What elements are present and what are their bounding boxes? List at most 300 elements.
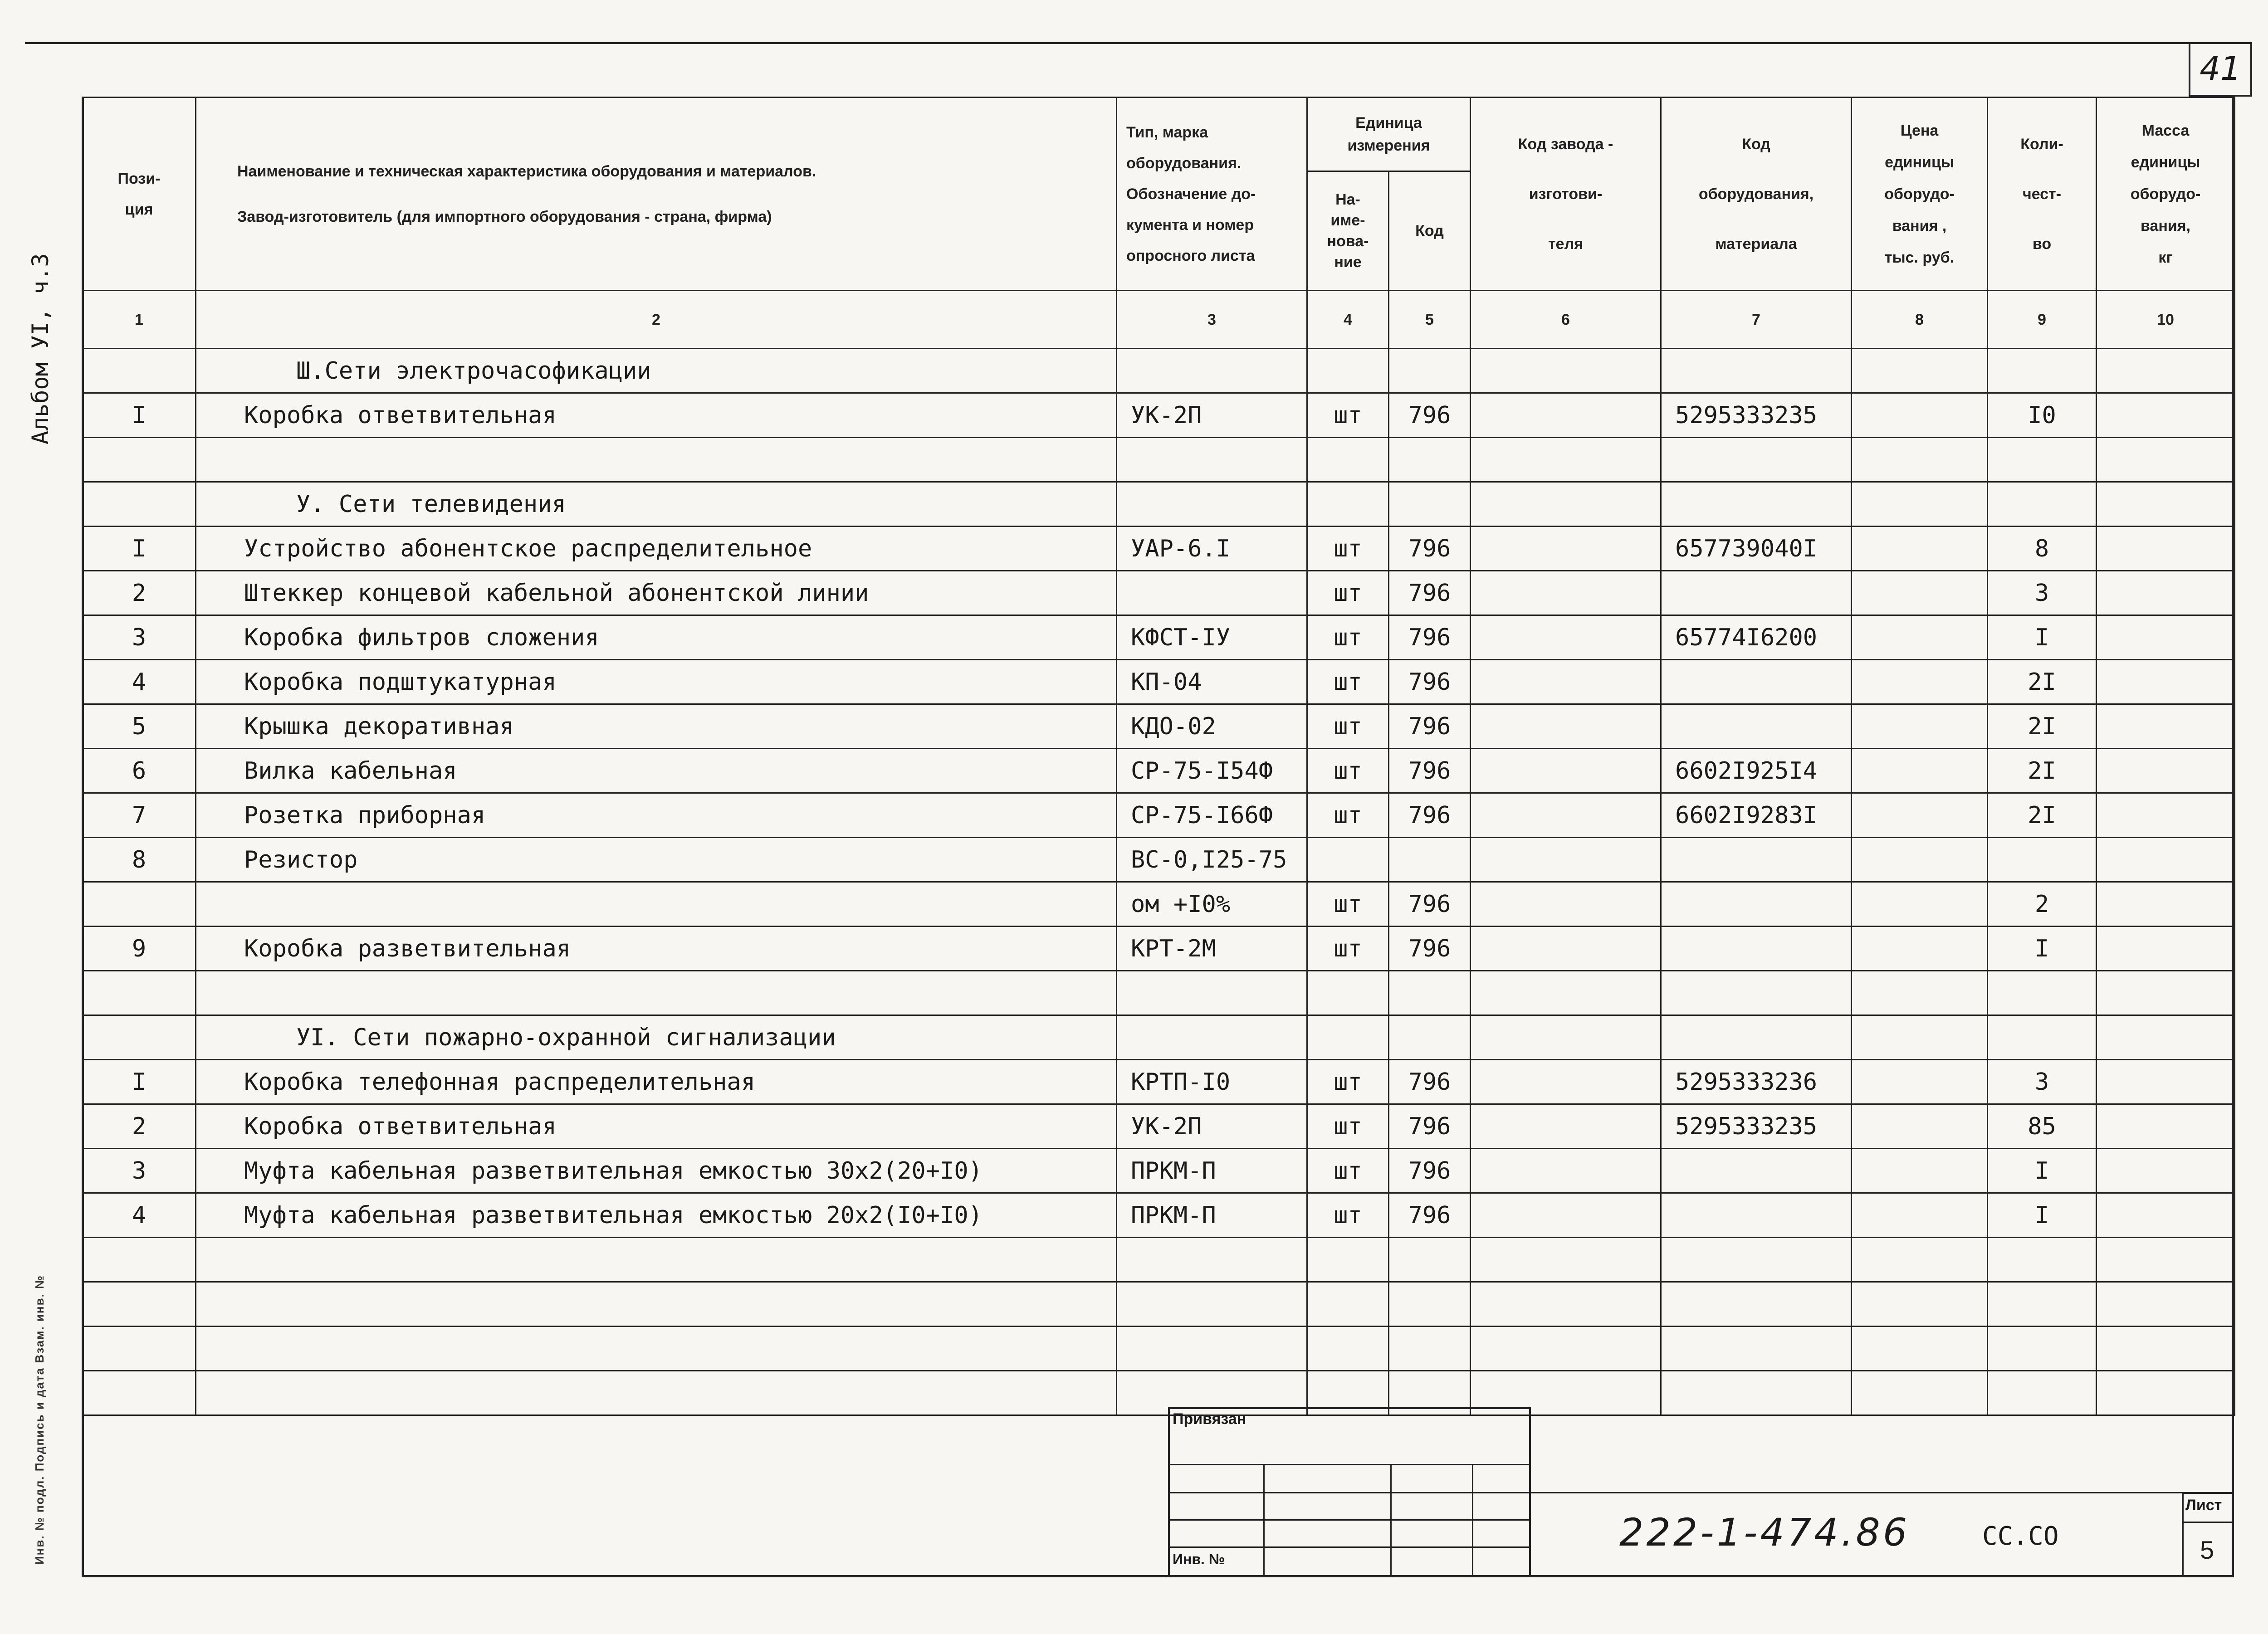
factory-code-cell xyxy=(1471,571,1661,615)
specification-body xyxy=(83,349,2235,1415)
stamp-line xyxy=(1168,1546,1531,1548)
stamp-line xyxy=(1390,1464,1392,1577)
stamp-line xyxy=(1168,1519,1531,1521)
unit-code-cell: 796 xyxy=(1389,793,1471,838)
table-row xyxy=(83,393,2235,438)
unit-name-cell xyxy=(1307,438,1389,482)
unit-name-cell xyxy=(1307,1015,1389,1060)
material-code-cell xyxy=(1661,1282,1852,1327)
price-cell xyxy=(1852,527,1988,571)
sheet-divider xyxy=(2182,1522,2234,1523)
price-cell xyxy=(1852,615,1988,660)
unit-code-cell xyxy=(1389,1238,1471,1282)
type-cell xyxy=(1117,971,1307,1015)
price-cell xyxy=(1852,1193,1988,1238)
position-cell: 4 xyxy=(83,660,196,704)
header-price: Цена единицы оборудо- вания , тыс. руб. xyxy=(1852,98,1988,291)
factory-code-cell xyxy=(1471,527,1661,571)
header-position: Пози- ция xyxy=(83,98,196,291)
unit-name-cell: шт xyxy=(1307,1149,1389,1193)
material-code-cell xyxy=(1661,927,1852,971)
material-code-cell: 6602I9283I xyxy=(1661,793,1852,838)
position-cell xyxy=(83,1282,196,1327)
name-cell: Коробка ответвительная xyxy=(196,1104,1117,1149)
table-row xyxy=(83,749,2235,793)
factory-code-cell xyxy=(1471,660,1661,704)
type-cell: УК-2П xyxy=(1117,1104,1307,1149)
factory-code-cell xyxy=(1471,1282,1661,1327)
quantity-cell: I xyxy=(1988,615,2097,660)
type-cell xyxy=(1117,438,1307,482)
position-cell xyxy=(83,349,196,393)
table-row xyxy=(83,349,2235,393)
mass-cell xyxy=(2097,615,2235,660)
material-code-cell: 65774I6200 xyxy=(1661,615,1852,660)
position-cell: 2 xyxy=(83,1104,196,1149)
quantity-cell xyxy=(1988,1015,2097,1060)
material-code-cell xyxy=(1661,1327,1852,1371)
attached-label: Привязан xyxy=(1173,1410,1246,1428)
type-cell: КРТП-I0 xyxy=(1117,1060,1307,1104)
unit-code-cell: 796 xyxy=(1389,660,1471,704)
price-cell xyxy=(1852,927,1988,971)
mass-cell xyxy=(2097,1104,2235,1149)
quantity-cell: 85 xyxy=(1988,1104,2097,1149)
type-cell: СР-75-I66Ф xyxy=(1117,793,1307,838)
table-row xyxy=(83,1327,2235,1371)
type-cell: ПРКМ-П xyxy=(1117,1193,1307,1238)
type-cell: КДО-02 xyxy=(1117,704,1307,749)
price-cell xyxy=(1852,660,1988,704)
unit-code-cell: 796 xyxy=(1389,882,1471,927)
name-cell: Муфта кабельная разветвительная емкостью 30х2(20+I0) xyxy=(196,1149,1117,1193)
name-cell: Коробка ответвительная xyxy=(196,393,1117,438)
type-cell: ом +I0% xyxy=(1117,882,1307,927)
price-cell xyxy=(1852,571,1988,615)
price-cell xyxy=(1852,1104,1988,1149)
quantity-cell: 2I xyxy=(1988,704,2097,749)
type-cell xyxy=(1117,1327,1307,1371)
table-row xyxy=(83,838,2235,882)
price-cell xyxy=(1852,349,1988,393)
unit-code-cell: 796 xyxy=(1389,927,1471,971)
price-cell xyxy=(1852,971,1988,1015)
quantity-cell: I0 xyxy=(1988,393,2097,438)
position-cell: 5 xyxy=(83,704,196,749)
material-code-cell xyxy=(1661,482,1852,527)
price-cell xyxy=(1852,438,1988,482)
table-row xyxy=(83,1015,2235,1060)
material-code-cell xyxy=(1661,838,1852,882)
name-cell xyxy=(196,1238,1117,1282)
table-row xyxy=(83,927,2235,971)
name-cell: Устройство абонентское распределительное xyxy=(196,527,1117,571)
unit-code-cell xyxy=(1389,838,1471,882)
quantity-cell: I xyxy=(1988,1193,2097,1238)
material-code-cell: 5295333235 xyxy=(1661,393,1852,438)
factory-code-cell xyxy=(1471,615,1661,660)
quantity-cell xyxy=(1988,438,2097,482)
factory-code-cell xyxy=(1471,704,1661,749)
unit-code-cell xyxy=(1389,1015,1471,1060)
album-label: Альбом УI, ч.3 xyxy=(27,253,54,444)
name-cell: Розетка приборная xyxy=(196,793,1117,838)
material-code-cell xyxy=(1661,882,1852,927)
quantity-cell: I xyxy=(1988,927,2097,971)
mass-cell xyxy=(2097,393,2235,438)
type-cell xyxy=(1117,1282,1307,1327)
name-cell xyxy=(196,971,1117,1015)
unit-code-cell: 796 xyxy=(1389,1193,1471,1238)
material-code-cell xyxy=(1661,1015,1852,1060)
column-number: 4 xyxy=(1307,291,1389,349)
name-cell xyxy=(196,438,1117,482)
unit-name-cell: шт xyxy=(1307,1193,1389,1238)
unit-code-cell: 796 xyxy=(1389,749,1471,793)
name-cell: Крышка декоративная xyxy=(196,704,1117,749)
table-row xyxy=(83,793,2235,838)
position-cell: I xyxy=(83,1060,196,1104)
document-suffix: СС.СО xyxy=(1982,1522,2059,1551)
factory-code-cell xyxy=(1471,1104,1661,1149)
unit-code-cell: 796 xyxy=(1389,1060,1471,1104)
unit-name-cell: шт xyxy=(1307,882,1389,927)
position-cell: 4 xyxy=(83,1193,196,1238)
unit-code-cell: 796 xyxy=(1389,1149,1471,1193)
column-number: 10 xyxy=(2097,291,2235,349)
unit-name-cell: шт xyxy=(1307,793,1389,838)
column-number: 7 xyxy=(1661,291,1852,349)
position-cell xyxy=(83,438,196,482)
name-cell: Ш.Сети электрочасофикации xyxy=(196,349,1117,393)
sheet-number: 5 xyxy=(2200,1536,2214,1564)
price-cell xyxy=(1852,1238,1988,1282)
material-code-cell xyxy=(1661,971,1852,1015)
unit-name-cell: шт xyxy=(1307,927,1389,971)
material-code-cell xyxy=(1661,1371,1852,1415)
mass-cell xyxy=(2097,1149,2235,1193)
table-row xyxy=(83,704,2235,749)
name-cell xyxy=(196,882,1117,927)
type-cell: УАР-6.I xyxy=(1117,527,1307,571)
quantity-cell: 3 xyxy=(1988,571,2097,615)
header-mass: Масса единицы оборудо- вания, кг xyxy=(2097,98,2235,291)
stamp-line xyxy=(1168,1492,1531,1493)
name-cell xyxy=(196,1327,1117,1371)
position-cell xyxy=(83,882,196,927)
position-cell: 3 xyxy=(83,1149,196,1193)
column-number: 1 xyxy=(83,291,196,349)
unit-code-cell: 796 xyxy=(1389,527,1471,571)
document-code: 222-1-474.86 xyxy=(1619,1510,1910,1555)
mass-cell xyxy=(2097,527,2235,571)
position-cell: 9 xyxy=(83,927,196,971)
name-cell: УI. Сети пожарно-охранной сигнализации xyxy=(196,1015,1117,1060)
table-row xyxy=(83,971,2235,1015)
type-cell: КП-04 xyxy=(1117,660,1307,704)
table-row xyxy=(83,482,2235,527)
quantity-cell: 8 xyxy=(1988,527,2097,571)
position-cell xyxy=(83,1371,196,1415)
quantity-cell xyxy=(1988,1282,2097,1327)
unit-name-cell xyxy=(1307,1282,1389,1327)
material-code-cell xyxy=(1661,1149,1852,1193)
mass-cell xyxy=(2097,1371,2235,1415)
sheet-label: Лист xyxy=(2185,1497,2222,1514)
mass-cell xyxy=(2097,1327,2235,1371)
mass-cell xyxy=(2097,793,2235,838)
side-stamp-labels: Инв. № подл. Подпись и дата Взам. инв. № xyxy=(33,1274,46,1565)
unit-name-cell xyxy=(1307,838,1389,882)
type-cell: УК-2П xyxy=(1117,393,1307,438)
position-cell: I xyxy=(83,527,196,571)
name-cell: Вилка кабельная xyxy=(196,749,1117,793)
quantity-cell: 2I xyxy=(1988,793,2097,838)
mass-cell xyxy=(2097,1015,2235,1060)
factory-code-cell xyxy=(1471,393,1661,438)
type-cell: КФСТ-IУ xyxy=(1117,615,1307,660)
column-number: 2 xyxy=(196,291,1117,349)
factory-code-cell xyxy=(1471,1015,1661,1060)
material-code-cell xyxy=(1661,438,1852,482)
unit-code-cell: 796 xyxy=(1389,571,1471,615)
factory-code-cell xyxy=(1471,882,1661,927)
factory-code-cell xyxy=(1471,482,1661,527)
name-cell: Штеккер концевой кабельной абонентской линии xyxy=(196,571,1117,615)
header-type: Тип, марка оборудования. Обозначение до- кумента и номер опросного листа xyxy=(1117,98,1307,291)
factory-code-cell xyxy=(1471,793,1661,838)
name-cell xyxy=(196,1371,1117,1415)
unit-code-cell: 796 xyxy=(1389,704,1471,749)
factory-code-cell xyxy=(1471,1149,1661,1193)
mass-cell xyxy=(2097,438,2235,482)
price-cell xyxy=(1852,1282,1988,1327)
quantity-cell xyxy=(1988,1371,2097,1415)
table-row xyxy=(83,527,2235,571)
factory-code-cell xyxy=(1471,1060,1661,1104)
name-cell: Коробка фильтров сложения xyxy=(196,615,1117,660)
quantity-cell xyxy=(1988,971,2097,1015)
stamp-line xyxy=(1472,1464,1473,1577)
material-code-cell xyxy=(1661,349,1852,393)
table-row xyxy=(83,1104,2235,1149)
name-cell xyxy=(196,1282,1117,1327)
unit-code-cell: 796 xyxy=(1389,1104,1471,1149)
quantity-cell xyxy=(1988,838,2097,882)
header-factory-code: Код завода - изготови- теля xyxy=(1471,98,1661,291)
mass-cell xyxy=(2097,749,2235,793)
unit-code-cell xyxy=(1389,971,1471,1015)
type-cell: ВС-0,I25-75 xyxy=(1117,838,1307,882)
table-row xyxy=(83,571,2235,615)
factory-code-cell xyxy=(1471,971,1661,1015)
material-code-cell xyxy=(1661,571,1852,615)
quantity-cell: 3 xyxy=(1988,1060,2097,1104)
price-cell xyxy=(1852,1015,1988,1060)
position-cell xyxy=(83,482,196,527)
price-cell xyxy=(1852,704,1988,749)
unit-code-cell xyxy=(1389,1282,1471,1327)
unit-code-cell xyxy=(1389,438,1471,482)
unit-name-cell: шт xyxy=(1307,393,1389,438)
quantity-cell xyxy=(1988,1238,2097,1282)
quantity-cell: 2I xyxy=(1988,660,2097,704)
material-code-cell xyxy=(1661,704,1852,749)
unit-name-cell: шт xyxy=(1307,749,1389,793)
mass-cell xyxy=(2097,1238,2235,1282)
factory-code-cell xyxy=(1471,1327,1661,1371)
quantity-cell: 2I xyxy=(1988,749,2097,793)
name-cell: Коробка разветвительная xyxy=(196,927,1117,971)
type-cell: СР-75-I54Ф xyxy=(1117,749,1307,793)
table-row xyxy=(83,1149,2235,1193)
unit-code-cell xyxy=(1389,1327,1471,1371)
material-code-cell xyxy=(1661,1238,1852,1282)
type-cell: КРТ-2М xyxy=(1117,927,1307,971)
position-cell: 6 xyxy=(83,749,196,793)
mass-cell xyxy=(2097,882,2235,927)
stamp-line xyxy=(1263,1464,1265,1577)
column-number: 8 xyxy=(1852,291,1988,349)
table-row xyxy=(83,1193,2235,1238)
type-cell xyxy=(1117,1015,1307,1060)
quantity-cell: I xyxy=(1988,1149,2097,1193)
column-numbers-row xyxy=(83,291,2235,349)
unit-code-cell xyxy=(1389,349,1471,393)
position-cell xyxy=(83,1327,196,1371)
price-cell xyxy=(1852,838,1988,882)
unit-code-cell: 796 xyxy=(1389,393,1471,438)
price-cell xyxy=(1852,1060,1988,1104)
header-unit-name: На- име- нова- ние xyxy=(1307,171,1389,291)
position-cell: 7 xyxy=(83,793,196,838)
unit-name-cell: шт xyxy=(1307,1104,1389,1149)
inventory-label: Инв. № xyxy=(1173,1551,1225,1567)
unit-name-cell xyxy=(1307,1327,1389,1371)
name-cell: Резистор xyxy=(196,838,1117,882)
mass-cell xyxy=(2097,704,2235,749)
type-cell xyxy=(1117,482,1307,527)
unit-name-cell: шт xyxy=(1307,571,1389,615)
column-number: 3 xyxy=(1117,291,1307,349)
price-cell xyxy=(1852,793,1988,838)
title-block-line xyxy=(1531,1492,2234,1493)
column-number: 6 xyxy=(1471,291,1661,349)
type-cell xyxy=(1117,571,1307,615)
column-number: 9 xyxy=(1988,291,2097,349)
unit-name-cell: шт xyxy=(1307,615,1389,660)
material-code-cell: 657739040I xyxy=(1661,527,1852,571)
type-cell xyxy=(1117,349,1307,393)
mass-cell xyxy=(2097,927,2235,971)
factory-code-cell xyxy=(1471,349,1661,393)
price-cell xyxy=(1852,1327,1988,1371)
table-row xyxy=(83,438,2235,482)
material-code-cell: 5295333235 xyxy=(1661,1104,1852,1149)
name-cell: Муфта кабельная разветвительная емкостью 20х2(I0+I0) xyxy=(196,1193,1117,1238)
price-cell xyxy=(1852,1149,1988,1193)
unit-name-cell xyxy=(1307,482,1389,527)
position-cell xyxy=(83,1015,196,1060)
table-row xyxy=(83,882,2235,927)
quantity-cell xyxy=(1988,482,2097,527)
price-cell xyxy=(1852,882,1988,927)
mass-cell xyxy=(2097,1193,2235,1238)
unit-name-cell: шт xyxy=(1307,527,1389,571)
position-cell xyxy=(83,1238,196,1282)
unit-code-cell: 796 xyxy=(1389,615,1471,660)
material-code-cell: 5295333236 xyxy=(1661,1060,1852,1104)
mass-cell xyxy=(2097,971,2235,1015)
material-code-cell: 6602I925I4 xyxy=(1661,749,1852,793)
factory-code-cell xyxy=(1471,1193,1661,1238)
header-name: Наименование и техническая характеристика оборудования и материалов. Завод-изготовитель (для импортного оборудования - страна, фирма) xyxy=(196,98,1117,291)
price-cell xyxy=(1852,749,1988,793)
type-cell: ПРКМ-П xyxy=(1117,1149,1307,1193)
unit-name-cell xyxy=(1307,1238,1389,1282)
price-cell xyxy=(1852,1371,1988,1415)
table-row xyxy=(83,1282,2235,1327)
price-cell xyxy=(1852,393,1988,438)
top-rule xyxy=(25,42,2252,44)
header-unit-code: Код xyxy=(1389,171,1471,291)
mass-cell xyxy=(2097,660,2235,704)
position-cell: 2 xyxy=(83,571,196,615)
mass-cell xyxy=(2097,1282,2235,1327)
mass-cell xyxy=(2097,1060,2235,1104)
mass-cell xyxy=(2097,571,2235,615)
unit-code-cell xyxy=(1389,482,1471,527)
stamp-line xyxy=(1168,1464,1531,1465)
unit-name-cell: шт xyxy=(1307,704,1389,749)
factory-code-cell xyxy=(1471,838,1661,882)
mass-cell xyxy=(2097,838,2235,882)
factory-code-cell xyxy=(1471,927,1661,971)
factory-code-cell xyxy=(1471,749,1661,793)
name-cell: У. Сети телевидения xyxy=(196,482,1117,527)
column-number: 5 xyxy=(1389,291,1471,349)
material-code-cell xyxy=(1661,660,1852,704)
type-cell xyxy=(1117,1238,1307,1282)
factory-code-cell xyxy=(1471,438,1661,482)
table-row xyxy=(83,615,2235,660)
quantity-cell xyxy=(1988,1327,2097,1371)
header-unit-group: Единица измерения xyxy=(1307,98,1471,171)
page-number: 41 xyxy=(2189,42,2252,97)
position-cell xyxy=(83,971,196,1015)
table-row xyxy=(83,1371,2235,1415)
specification-table xyxy=(82,97,2235,1416)
quantity-cell xyxy=(1988,349,2097,393)
price-cell xyxy=(1852,482,1988,527)
position-cell: I xyxy=(83,393,196,438)
unit-name-cell xyxy=(1307,349,1389,393)
header-quantity: Коли- чест- во xyxy=(1988,98,2097,291)
position-cell: 3 xyxy=(83,615,196,660)
header-material-code: Код оборудования, материала xyxy=(1661,98,1852,291)
factory-code-cell xyxy=(1471,1238,1661,1282)
quantity-cell: 2 xyxy=(1988,882,2097,927)
mass-cell xyxy=(2097,349,2235,393)
name-cell: Коробка подштукатурная xyxy=(196,660,1117,704)
unit-name-cell xyxy=(1307,971,1389,1015)
name-cell: Коробка телефонная распределительная xyxy=(196,1060,1117,1104)
table-row xyxy=(83,660,2235,704)
material-code-cell xyxy=(1661,1193,1852,1238)
table-row xyxy=(83,1060,2235,1104)
mass-cell xyxy=(2097,482,2235,527)
position-cell: 8 xyxy=(83,838,196,882)
